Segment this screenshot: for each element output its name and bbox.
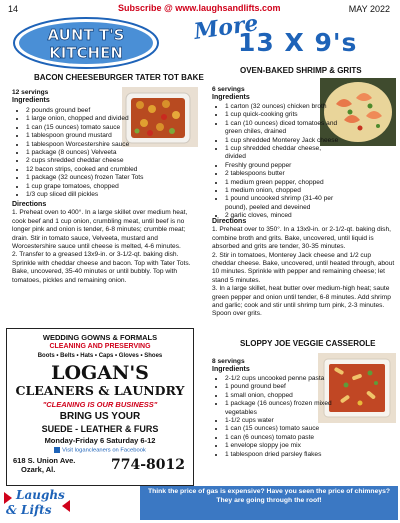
- ingredient-item: • 1 cup grape tomatoes, chopped: [26, 183, 216, 191]
- recipe1-header: [12, 89, 122, 106]
- ingredient-item: • 1 pound uncooked shrimp (31-40 per pound), peeled and deveined: [225, 195, 341, 212]
- ingredient-item: • 1 medium onion, chopped: [225, 187, 341, 195]
- ingredient-item: • 2 pounds ground beef: [26, 107, 216, 115]
- ad-name: LOGAN'S: [51, 362, 149, 384]
- svg-text:Laughs: Laughs: [16, 488, 65, 502]
- ad-address: 618 S. Union Ave. Ozark, Al.: [13, 456, 76, 474]
- ad-hours: Monday-Friday 6 Saturday 6-12: [44, 436, 156, 445]
- ingredient-item: • 1 tablespoon dried parsley flakes: [225, 451, 337, 459]
- ingredient-item: • 1 medium green pepper, chopped: [225, 179, 341, 187]
- logo-line1: AUNT T'S: [47, 26, 125, 44]
- recipe1-directions: [12, 201, 198, 285]
- ad-items-line: Boots • Belts • Hats • Caps • Gloves • Shoes: [37, 353, 163, 359]
- ingredient-item: • 1 package (8 ounces) Velveeta: [26, 149, 216, 157]
- ingredient-item: • 2 garlic cloves, minced: [225, 212, 341, 220]
- recipe2-ingredients-label: Ingredients: [212, 94, 250, 102]
- ingredient-item: • 1 can (10 ounces) diced tomatoes and green chiles, drained: [225, 120, 341, 137]
- ingredient-item: • 1 small onion, chopped: [225, 392, 337, 400]
- ingredient-item: • 1 cup quick-cooking grits: [225, 111, 341, 119]
- recipe3-title: SLOPPY JOE VEGGIE CASSEROLE: [240, 339, 376, 348]
- recipe1-servings: 12 servings: [12, 89, 49, 96]
- page-number: 14: [8, 4, 19, 14]
- direction-step: 1. Preheat oven to 400°. In a large skillet over medium heat, cook beef and 1 cup onion, crumbling meat, until beef is no longer pink and onion is tender, 6-8 minutes; crumble meat; drain. Stir in tomato sauce, Velveeta, mustard and Worcestershire sauce until cheese is melted, 4-6 minutes.: [12, 209, 188, 251]
- ingredient-item: • 1 pound ground beef: [225, 383, 337, 391]
- ad-wedding-line: WEDDING GOWNS & FORMALS: [42, 333, 158, 342]
- ad-cleaning-line: CLEANING AND PRESERVING: [49, 343, 151, 350]
- direction-step: 2. Transfer to a greased 13x9-in. or 3-1/2-qt. baking dish. Sprinkle with cheddar cheese and bacon. Top with Tater Tots. Bake, uncovered, 35-40 minutes or until bubbly. Top with tomatoes, pickles and remaining onion.: [12, 251, 191, 284]
- direction-step: 1. Preheat over to 350°. In a 13x9-in. or 2-1/2-qt. baking dish, combine broth and grits. Bake, uncovered, until liquid is absorbed and grits are tender, 30-35 minutes.: [212, 226, 391, 251]
- recipe1-ingredients-label: Ingredients: [12, 97, 50, 105]
- ad-suede: SUEDE - LEATHER & FURS: [41, 424, 159, 434]
- ingredient-item: • Freshly ground pepper: [225, 162, 341, 170]
- recipe3-ingredients: [207, 375, 337, 459]
- ad-phone: 774-8012: [111, 457, 185, 473]
- laughs-and-lifts-logo: [2, 486, 78, 518]
- ingredient-item: • 2 cups shredded cheddar cheese: [26, 157, 216, 165]
- recipe3-ingredients-label: Ingredients: [212, 366, 250, 374]
- subscribe-link[interactable]: Subscribe @ www.laughsandlifts.com: [118, 3, 281, 13]
- ingredient-item: • 2-1/2 cups uncooked penne pasta: [225, 375, 337, 383]
- ad-facebook[interactable]: Visit logancleaners on Facebook: [7, 447, 193, 454]
- ingredient-item: • 12 bacon strips, cooked and crumbled: [26, 166, 216, 174]
- direction-step: 2. Stir in tomatoes, Monterey Jack cheese and 1/2 cup cheddar cheese. Bake, uncovered, until heated through, about 10 minutes. Sprinkle with pepper and remaining cheese; let stand 5 minutes.: [212, 251, 395, 284]
- ad-bring: BRING US YOUR: [59, 411, 141, 422]
- ingredient-item: • 1 tablespoon ground mustard: [26, 132, 216, 140]
- recipe2-servings: 6 servings: [212, 86, 245, 93]
- recipe3-header: [212, 358, 316, 375]
- ingredient-item: • 1 can (15 ounces) tomato sauce: [26, 124, 216, 132]
- direction-step: 3. In a large skillet, heat butter over medium-high heat; saute green pepper and onion until tender, 6-8 minutes. Add shrimp and garlic; cook and stir until shrimp turn pink, 2-3 minutes. Spoon over grits.: [212, 285, 391, 318]
- recipe2-header: [212, 86, 320, 103]
- recipe1-directions-label: Directions: [12, 201, 47, 208]
- ingredient-item: • 1 can (15 ounces) tomato sauce: [225, 425, 337, 433]
- svg-text:More: More: [192, 12, 261, 40]
- recipe2-directions: [212, 218, 396, 319]
- ingredient-item: • 1 envelope sloppy joe mix: [225, 442, 337, 450]
- ad-name-line2: CLEANERS & LAUNDRY: [15, 383, 185, 398]
- recipe3-servings: 8 servings: [212, 358, 245, 365]
- facebook-icon: [54, 447, 60, 453]
- ingredient-item: • 1 cup shredded cheddar cheese, divided: [225, 145, 341, 162]
- recipe2-title: OVEN-BAKED SHRIMP & GRITS: [240, 66, 362, 75]
- ingredient-item: • 1 carton (32 ounces) chicken broth: [225, 103, 341, 111]
- ingredient-item: • 1 package (32 ounces) frozen Tater Tots: [26, 174, 216, 182]
- svg-text:& Lifts: & Lifts: [6, 503, 52, 517]
- aunt-ts-kitchen-logo: [12, 16, 160, 70]
- footer-message: Think the price of gas is expensive? Have you seen the price of chimneys? They are going through the roof!: [140, 486, 398, 520]
- recipe1-ingredients: [8, 107, 216, 199]
- ingredient-item: • 1 cup shredded Monterey Jack cheese: [225, 137, 341, 145]
- logans-cleaners-ad: [6, 328, 194, 486]
- ingredient-item: • 1 large onion, chopped and divided: [26, 115, 216, 123]
- issue-date: MAY 2022: [348, 4, 390, 14]
- logo-line2: KITCHEN: [49, 44, 123, 62]
- ingredient-item: • 1-1/2 cups water: [225, 417, 337, 425]
- issue-title: 13 X 9's: [238, 28, 358, 57]
- ingredient-item: • 1 package (16 ounces) frozen mixed vegetables: [225, 400, 337, 417]
- recipe2-directions-label: Directions: [212, 218, 247, 225]
- ingredient-item: • 1/3 cup sliced dill pickles: [26, 191, 216, 199]
- ingredient-item: • 1 tablespoon Worcestershire sauce: [26, 141, 216, 149]
- ad-slogan: "CLEANING IS OUR BUSINESS": [42, 400, 158, 409]
- recipe2-ingredients: [207, 103, 341, 221]
- recipe1-title: BACON CHEESEBURGER TATER TOT BAKE: [34, 73, 204, 82]
- ingredient-item: • 2 tablespoons butter: [225, 170, 341, 178]
- ingredient-item: • 1 can (6 ounces) tomato paste: [225, 434, 337, 442]
